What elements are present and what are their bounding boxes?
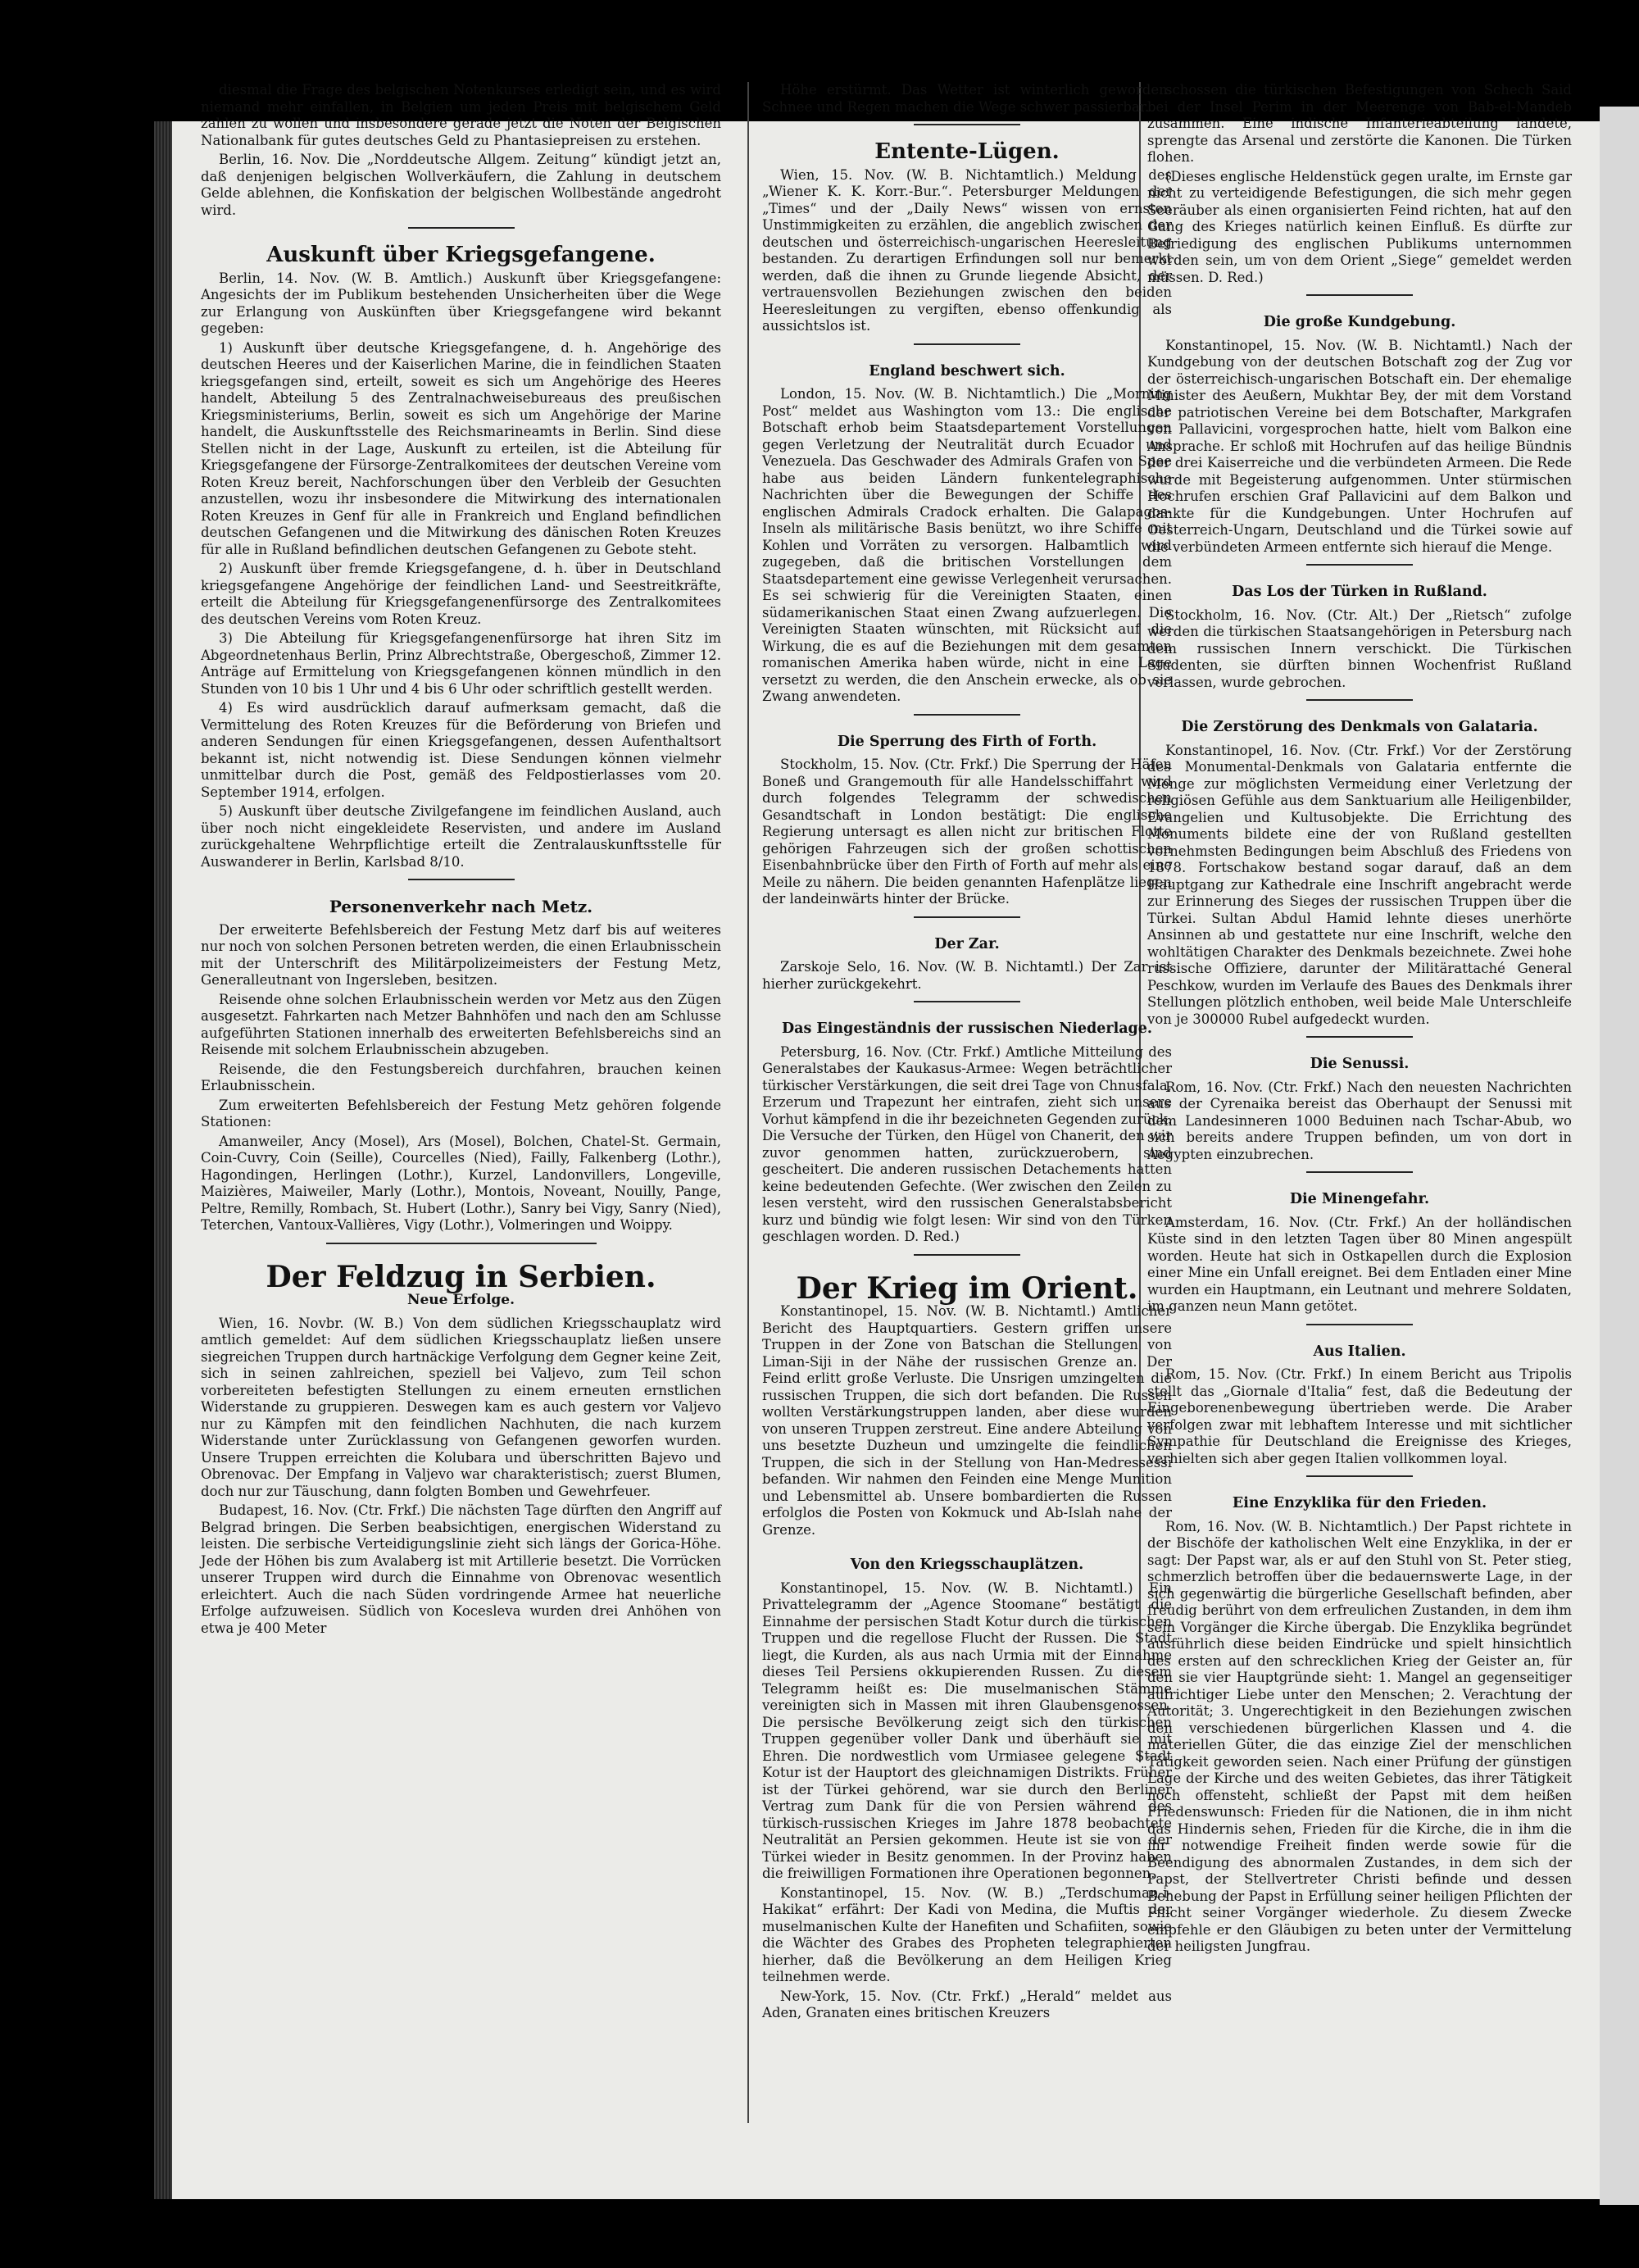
- separator: [914, 343, 1020, 345]
- headline-senussi: Die Senussi.: [1310, 1056, 1410, 1072]
- headline-monument: Die Zerstörung des Denkmals von Galataria.: [1181, 719, 1538, 735]
- separator: [1306, 1171, 1413, 1173]
- headline-forth: Die Sperrung des Firth of Forth.: [837, 733, 1097, 750]
- separator: [914, 1254, 1020, 1256]
- paragraph: Rom, 16. Nov. (W. B. Nichtamtlich.) Der Papst richtete in der Bischöfe der katholischen Welt eine Enzyklika, in der er sagt: Der Papst war, als er auf den Stuhl von St. Peter stieg, schmerzlich betroffen über die bedauernswerte Lage, in der sich gegenwärtig die bürgerliche Gesellschaft befinden, aber freudig berührt von dem erfreulichen Zustanden, in dem ihm sein Vorgänger die Kirche übergab. Die Enzyklika begründet ausführlich diese beiden Eindrücke und spielt hinsichtlich des ersten auf den schrecklichen Krieg der Geister an, für den sie vier Hauptgründe sieht: 1. Mangel an gegenseitiger aufrichtiger Liebe unter den Menschen; 2. Verachtung der Autorität; 3. Ungerechtigkeit in den Beziehungen zwischen den verschiedenen bürgerlichen Klassen und 4. die materiellen Güter, die das einzige Ziel der menschlichen Tätigkeit geworden seien. Nach einer Prüfung der günstigen Lage der Kirche und des weiten Gebietes, das ihrer Tätigkeit noch offensteht, schließt der Papst mit dem heißen Friedenswunsch: Frieden für die Nationen, die in ihm nicht das Hindernis sehen, Frieden für die Kirche, die in ihm die ihr notwendige Freiheit finden werde sowie für die Beendigung des abnormalen Zustandes, in dem sich der Papst, der Stellvertreter Christi befinde und dessen Behebung der Papst in Erfüllung seiner heiligen Pflichten der Pflicht seiner Vorgänger wiederhole. Zu diesem Zwecke empfehle er den Gläubigen zu beten unter der Vermittelung der heiligsten Jungfrau.: [1147, 1518, 1572, 1954]
- paragraph: Stockholm, 16. Nov. (Ctr. Alt.) Der „Rietsch“ zufolge werden die türkischen Staatsangehörigen in Petersburg nach dem russischen Innern verschickt. Die Türkischen Studenten, sie dürften binnen Wochenfrist Rußland verlassen, wurde gebrochen.: [1147, 607, 1572, 690]
- headline-italy: Aus Italien.: [1313, 1343, 1406, 1360]
- paragraph: New-York, 15. Nov. (Ctr. Frkf.) „Herald“ meldet aus Aden, Granaten eines britischen Kreuzers: [762, 1988, 1172, 2020]
- paragraph: Petersburg, 16. Nov. (Ctr. Frkf.) Amtliche Mitteilung des Generalstabes der Kaukasus-Armee: Wegen beträchtlicher türkischer Verstärkungen, die seit drei Tage von Chnusfala, Erzerum und Trapezunt her eintrafen, zieht sich unsere Vorhut kämpfend in die ihr bezeichneten Gegenden zurück. Die Versuche der Türken, den Hügel von Chanerit, den wir zuvor genommen hatten, zurückzuerobern, sind gescheitert. Die anderen russischen Detachements hatten keine bedeutenden Gefechte. (Wer zwischen den Zeilen zu lesen versteht, wird den russischen Generalstabsbericht kurz und bündig wie folgt lesen: Wir sind von den Türken geschlagen worden. D. Red.): [762, 1043, 1172, 1244]
- book-spine: [154, 121, 172, 2199]
- column-divider: [747, 82, 749, 2123]
- headline-tsar: Der Zar.: [934, 935, 1000, 952]
- separator: [1306, 1475, 1413, 1477]
- headline-serbia: Der Feldzug in Serbien.: [266, 1259, 656, 1294]
- paragraph: Konstantinopel, 16. Nov. (Ctr. Frkf.) Vor der Zerstörung des Monumental-Denkmals von Galataria entfernte die Menge zur möglichsten Vermeidung einer Verletzung der religiösen Gefühle aus dem Sanktuarium alle Heiligenbilder, Evangelien und Kultusobjekte. Die Errichtung des Monuments bildete eine der von Rußland gestellten vornehmsten Bedingungen beim Abschluß des Friedens von 1878. Fortschakow bestand sogar darauf, daß an dem Hauptgang zur Kathedrale eine Inschrift angebracht werde zur Erinnerung des Sieges der russischen Truppen über die Türkei. Sultan Abdul Hamid lehnte dieses unerhörte Ansinnen ab und gestattete nur eine Inschrift, welche den wohltätigen Charakter des Denkmals bezeichnete. Zwei hohe russische Offiziere, darunter der Militärattaché General Peschkow, wurden im Verlaufe des Baues des Denkmals ihrer Stellungen plötzlich enthoben, weil beide Male Unterschleife von je 300000 Rubel aufgedeckt wurden.: [1147, 742, 1572, 1027]
- separator: [914, 124, 1020, 125]
- separator: [326, 1243, 597, 1244]
- headline-england: England beschwert sich.: [869, 362, 1065, 380]
- headline-orient: Der Krieg im Orient.: [796, 1270, 1138, 1306]
- separator: [408, 879, 515, 880]
- paragraph: Der erweiterte Befehlsbereich der Festung Metz darf bis auf weiteres nur noch von solchen Personen betreten werden, die einen Erlaubnisschein mit der Unterschrift des Militärpolizeimeisters der Festung Metz, Generalleutnant von Ingersleben, besitzen.: [201, 921, 721, 988]
- paragraph: (Dieses englische Heldenstück gegen uralte, im Ernste gar nicht zu verteidigende Befestigungen, die sich mehr gegen Seeräuber als einen organisierten Feind richten, hat auf den Gang des Krieges natürlich keinen Einfluß. Es dürfte zur Befriedigung des englischen Publikums unternommen worden sein, um von dem Orient „Siege“ gemeldet werden müssen. D. Red.): [1147, 168, 1572, 285]
- paragraph: 4) Es wird ausdrücklich darauf aufmerksam gemacht, daß die Vermittelung des Roten Kreuzes für die Beförderung von Briefen und anderen Sendungen für einen Kriegsgefangenen, dessen Aufenthaltsort bekannt ist, nicht notwendig ist. Diese Sendungen können vielmehr unmittelbar durch die Post, gemäß des Feldpostierlasses vom 20. September 1914, erfolgen.: [201, 700, 721, 800]
- column-3: [1147, 82, 1572, 1958]
- column-2: [762, 82, 1172, 2025]
- separator: [914, 714, 1020, 716]
- paragraph: Budapest, 16. Nov. (Ctr. Frkf.) Die nächsten Tage dürften den Angriff auf Belgrad bringen. Die Serben beabsichtigen, energischen Widerstand zu leisten. Die serbische Verteidigungslinie zieht sich längs der Gorica-Höhe. Jede der Höhen bis zum Avalaberg ist mit Artillerie besetzt. Die Vorrücken unserer Truppen wird durch die Einnahme von Obrenovac wesentlich erleichtert. Auch die nach Süden vordringende Armee hat neuerliche Erfolge aufzuweisen. Südlich von Kocesleva wurden drei Anhöhen von etwa je 400 Meter: [201, 1502, 721, 1636]
- paragraph: 1) Auskunft über deutsche Kriegsgefangene, d. h. Angehörige des deutschen Heeres und der Kaiserlichen Marine, die in feindlichen Staaten kriegsgefangen sind, erteilt, soweit es sich um Angehörige des Heeres handelt, Abteilung 5 des Zentralnachweisebureaus des preußischen Kriegsministeriums, Berlin, soweit es sich um Angehörige der Marine handelt, die Auskunftsstelle des Reichsmarineamts in Berlin. Sind diese Stellen nicht in der Lage, Auskunft zu erteilen, ist die Abteilung für Kriegsgefangene der Fürsorge-Zentralkomitees der deutschen Vereine vom Roten Kreuz bereit, Nachforschungen über den Verbleib der Gesuchten anzustellen, wozu ihr insbesondere die Mitwirkung des internationalen Roten Kreuzes in Genf für alle in Frankreich und England befindlichen deutschen Gefangenen und die Mitwirkung des dänischen Roten Kreuzes für alle in Rußland befindlichen deutschen Gefangenen zu Gebote steht.: [201, 339, 721, 557]
- paragraph: Rom, 15. Nov. (Ctr. Frkf.) In einem Bericht aus Tripolis stellt das „Giornale d'Italia“ fest, daß die Bedeutung der Eingeborenenbewegung übertrieben werde. Die Araber verfolgen zwar mit lebhaftem Interesse und mit sichtlicher Sympathie für Deutschland die Ereignisse des Krieges, verhielten sich aber gegen Italien vollkommen loyal.: [1147, 1366, 1572, 1466]
- paragraph: schossen die türkischen Befestigungen von Schech Said bei der Insel Perim in der Meerenge von Bab-el-Mandeb zusammen. Eine indische Infanterieabteilung landete, sprengte das Arsenal und zerstörte die Kanonen. Die Türken flohen.: [1147, 82, 1572, 165]
- separator: [914, 1001, 1020, 1002]
- column-1: [201, 82, 721, 1639]
- headline-encyclical: Eine Enzyklika für den Frieden.: [1232, 1495, 1487, 1511]
- paragraph: Berlin, 14. Nov. (W. B. Amtlich.) Auskunft über Kriegsgefangene: Angesichts der im Publikum bestehenden Unsicherheiten über die Wege zur Erlangung von Auskünften über Kriegsgefangene wird bekannt gegeben:: [201, 270, 721, 336]
- headline-defeat: Das Eingeständnis der russischen Niederlage.: [781, 1020, 1153, 1037]
- paragraph: Amanweiler, Ancy (Mosel), Ars (Mosel), Bolchen, Chatel-St. Germain, Coin-Cuvry, Coin (Seille), Courcelles (Nied), Failly, Falkenberg (Lothr.), Hagondingen, Herlingen (Lothr.), Kurzel, Landonvillers, Longeville, Maizières, Maiweiler, Marly (Lothr.), Montois, Noveant, Nouilly, Pange, Peltre, Remilly, Rombach, St. Hubert (Lothr.), Sanry bei Vigy, Sanry (Nied), Teterchen, Vantoux-Vallières, Vigy (Lothr.), Volmeringen und Woippy.: [201, 1133, 721, 1233]
- separator: [1306, 564, 1413, 566]
- separator: [914, 916, 1020, 918]
- paragraph: 5) Auskunft über deutsche Zivilgefangene im feindlichen Ausland, auch über noch nicht eingekleidete Reservisten, und andere im Ausland zurückgehaltene Wehrpflichtige erteilt die Zentralauskunftsstelle für Auswanderer in Berlin, Karlsbad 8/10.: [201, 803, 721, 870]
- separator: [408, 227, 515, 229]
- next-page-edge: [1600, 107, 1639, 2205]
- paragraph: Konstantinopel, 15. Nov. (W. B. Nichtamtl.) Ein Privattelegramm der „Agence Stoomane“ bestätigt die Einnahme der persischen Stadt Kotur durch die türkischen Truppen und die regellose Flucht der Russen. Die Stadt liegt, die Kurden, als aus nach Urmia mit der Einnahme dieses Teil Persiens okkupierenden Russen. Zu diesem Telegramm heißt es: Die muselmanischen Stämme vereinigten sich in Massen mit ihren Glaubensgenossen. Die persische Bevölkerung zeigt sich den türkischen Truppen gegenüber voller Dank und überhäuft sie mit Ehren. Die nordwestlich vom Urmiasee gelegene Stadt Kotur ist der Hauptort des gleichnamigen Distrikts. Früher ist der Türkei gehörend, war sie durch den Berliner Vertrag zum Dank für die von Persien während des türkisch-russischen Krieges im Jahre 1878 beobachtete Neutralität an Persien gekommen. Heute ist sie von der Türkei wieder in Besitz genommen. In der Provinz haben die freiwilligen Formationen ihre Operationen begonnen.: [762, 1579, 1172, 1881]
- paragraph: Wien, 15. Nov. (W. B. Nichtamtlich.) Meldung des „Wiener K. K. Korr.-Bur.“. Petersburger Meldungen der „Times“ und der „Daily News“ wissen von ernsten Unstimmigkeiten zu erzählen, die angeblich zwischen der deutschen und österreichisch-ungarischen Heeresleitung bestanden. Zu derartigen Erfindungen soll nur bemerkt werden, daß die ihnen zu Grunde liegende Absicht, der vertrauensvollen Beziehungen zwischen den beiden Heeresleitungen zu vergiften, ebenso offenkundig als aussichtslos ist.: [762, 166, 1172, 334]
- separator: [1306, 699, 1413, 701]
- paragraph: Stockholm, 15. Nov. (Ctr. Frkf.) Die Sperrung der Häfen Boneß und Grangemouth für alle Handelsschiffahrt wird durch folgendes Telegramm der schwedischen Gesandtschaft in London bestätigt: Die englische Regierung untersagt es allen nicht zur britischen Flotte gehörigen Fahrzeugen sich der großen schottischen Eisenbahnbrücke über den Firth of Forth auf mehr als eine Meile zu nähern. Die beiden genannten Hafenplätze liegen der landeinwärts hinter der Brücke.: [762, 757, 1172, 907]
- paragraph: Zum erweiterten Befehlsbereich der Festung Metz gehören folgende Stationen:: [201, 1097, 721, 1129]
- paragraph: Höhe erstürmt. Das Wetter ist winterlich geworden. Schnee und Regen machen die Wege schwer passierbar.: [762, 82, 1172, 115]
- separator: [1306, 1324, 1413, 1325]
- paragraph: Zarskoje Selo, 16. Nov. (W. B. Nichtamtl.) Der Zar ist hierher zurückgekehrt.: [762, 959, 1172, 992]
- paragraph: Konstantinopel, 15. Nov. (W. B. Nichtamtl.) Amtlicher Bericht des Hauptquartiers. Gestern griffen unsere Truppen in der Zone von Batschan die Stellungen von Liman-Siji in der Nähe der russischen Grenze an. Der Feind erlitt große Verluste. Die Unsrigen umzingelten die russischen Truppen, die sich dort befanden. Die Russen wollten Verstärkungstruppen landen, aber diese wurden von unseren Truppen zerstreut. Eine andere Abteilung von uns besetzte Duzheun und umzingelte die feindlichen Truppen, die sich in der Stellung von Han-Medressessi befanden. Wir nahmen den Feinden eine Menge Munition und Lebensmittel ab. Unsere bombardierten die Russen erfolglos die Posten von Kokmuck und Ab-Islah nahe der Grenze.: [762, 1303, 1172, 1538]
- paragraph: 2) Auskunft über fremde Kriegsgefangene, d. h. über in Deutschland kriegsgefangene Angehörige der feindlichen Land- und Seestreitkräfte, erteilt die Abteilung für Kriegsgefangenenfürsorge des Zentralkomitees des deutschen Vereins vom Roten Kreuz.: [201, 561, 721, 627]
- paragraph: Amsterdam, 16. Nov. (Ctr. Frkf.) An der holländischen Küste sind in den letzten Tagen über 80 Minen angespült worden. Heute hat sich in Ostkapellen durch die Explosion einer Mine ein Unfall ereignet. Bei dem Entladen einer Mine wurden ein Hauptmann, ein Leutnant und mehrere Soldaten, im ganzen neun Mann getötet.: [1147, 1214, 1572, 1314]
- subheadline-serbia: Neue Erfolge.: [406, 1292, 515, 1308]
- headline-turks: Das Los der Türken in Rußland.: [1232, 584, 1487, 600]
- paragraph: Reisende, die den Festungsbereich durchfahren, brauchen keinen Erlaubnisschein.: [201, 1061, 721, 1093]
- headline-mines: Die Minengefahr.: [1289, 1191, 1430, 1207]
- paragraph: Wien, 16. Novbr. (W. B.) Von dem südlichen Kriegsschauplatz wird amtlich gemeldet: Auf dem südlichen Kriegsschauplatz ließen unsere siegreichen Truppen durch hartnäckige Verfolgung dem Gegner keine Zeit, sich in seinen zahlreichen, speziell bei Valjevo, zum Teil schon vorbereiteten befestigten Stellungen zu einem erneuten ernstlichen Widerstande zu gruppieren. Deswegen kam es auch gestern vor Valjevo nur zu Kämpfen mit den feindlichen Nachhuten, die nach kurzem Widerstande unter Zurücklassung von Gefangenen geworfen wurden. Unsere Truppen erreichten die Kolubara und überschritten Bajevo und Obrenovac. Der Empfang in Valjevo war charakteristisch; zuerst Blumen, doch nur zur Täuschung, dann folgten Bomben und Gewehrfeuer.: [201, 1315, 721, 1499]
- paragraph: Konstantinopel, 15. Nov. (W. B.) „Terdschuman-i-Hakikat“ erfährt: Der Kadi von Medina, die Muftis der muselmanischen Kulte der Hanefiten und Schafiiten, sowie die Wächter des Grabes des Propheten telegraphierten hierher, daß die Bevölkerung an dem Heiligen Krieg teilnehmen werde.: [762, 1884, 1172, 1984]
- paragraph: Rom, 16. Nov. (Ctr. Frkf.) Nach den neuesten Nachrichten aus der Cyrenaika bereist das Oberhaupt der Senussi mit dem Landesinneren 1000 Beduinen nach Tschar-Abub, wo sich bereits andere Truppen befinden, um von dort in Aegypten einzubrechen.: [1147, 1079, 1572, 1162]
- headline-theatres: Von den Kriegsschauplätzen.: [850, 1557, 1084, 1573]
- separator: [1306, 1036, 1413, 1038]
- paragraph: Reisende ohne solchen Erlaubnisschein werden vor Metz aus den Zügen ausgesetzt. Fahrkarten nach Metzer Bahnhöfen und nach den am Schlusse aufgeführten Stationen innerhalb des erweiterten Befehlsbereichs sind an Reisende mit solchem Erlaubnisschein abzugeben.: [201, 991, 721, 1057]
- headline-prisoners: Auskunft über Kriegsgefangene.: [266, 243, 656, 267]
- separator: [1306, 294, 1413, 296]
- paragraph: Konstantinopel, 15. Nov. (W. B. Nichtamtl.) Nach der Kundgebung von der deutschen Botschaft zog der Zug vor der österreichisch-ungarischen Botschaft ein. Der ehemalige Minister des Aeußern, Mukhtar Bey, der mit dem Vorstand der patriotischen Vereine bei dem Botschafter, Markgrafen von Pallavicini, vorgesprochen hatte, hielt vom Balkon eine Ansprache. Er schloß mit Hochrufen auf das heilige Bündnis der drei Kaiserreiche und die verbündeten Armeen. Die Rede wurde mit Begeisterung aufgenommen. Unter stürmischen Hochrufen erschien Graf Pallavicini auf dem Balkon und dankte für die Kundgebungen. Unter Hochrufen auf Oesterreich-Ungarn, Deutschland und die Türkei sowie auf die verbündeten Armeen entfernte sich hierauf die Menge.: [1147, 337, 1572, 555]
- paragraph: London, 15. Nov. (W. B. Nichtamtlich.) Die „Morning Post“ meldet aus Washington vom 13.: Die englische Botschaft erhob beim Staatsdepartement Vorstellungen gegen Verletzung der Neutralität durch Ecuador und Venezuela. Das Geschwader des Admirals Grafen von Spee habe aus beiden Ländern funkentelegraphische Nachrichten über die Bewegungen der Schiffe des englischen Admirals Cradock erhalten. Die Galapagos-Inseln als militärische Basis benützt, wo ihre Schiffe mit Kohlen und Vorräten zu versorgen. Halbamtlich wird zugegeben, daß die britischen Vorstellungen dem Staatsdepartement eine gewisse Verlegenheit verursachen. Es sei schwierig für die Vereinigten Staaten, einen südamerikanischen Staat einen Zwang aufzuerlegen. Die Vereinigten Staaten wünschten, mit Rücksicht auf die Wirkung, die es auf die Beziehungen mit dem gesamten romanischen Amerika haben würde, nicht in eine Lage versetzt zu werden, die den Anschein erwecke, als ob sie Zwang anwendeten.: [762, 386, 1172, 704]
- paragraph: diesmal die Frage des belgischen Notenkurses erledigt sein, und es wird niemand mehr einfallen, in Belgien um jeden Preis mit belgischem Geld zahlen zu wollen und insbesondere gerade jetzt die Noten der Belgischen Nationalbank für gutes deutsches Geld zu Phantasiepreisen zu erstehen.: [201, 82, 721, 148]
- headline-entente: Entente-Lügen.: [874, 139, 1060, 164]
- headline-metz: Personenverkehr nach Metz.: [329, 897, 593, 916]
- paragraph: Berlin, 16. Nov. Die „Norddeutsche Allgem. Zeitung“ kündigt jetzt an, daß denjenigen belgischen Wollverkäufern, die Zahlung in deutschem Gelde ablehnen, die Konfiskation der belgischen Wollbestände angedroht wird.: [201, 152, 721, 218]
- headline-rally: Die große Kundgebung.: [1263, 314, 1456, 330]
- paragraph: 3) Die Abteilung für Kriegsgefangenenfürsorge hat ihren Sitz im Abgeordnetenhaus Berlin, Prinz Albrechtstraße, Obergeschoß, Zimmer 12. Anträge auf Ermittelung von Kriegsgefangenen können mündlich in den Stunden von 10 bis 1 Uhr und 4 bis 6 Uhr oder schriftlich gestellt werden.: [201, 630, 721, 697]
